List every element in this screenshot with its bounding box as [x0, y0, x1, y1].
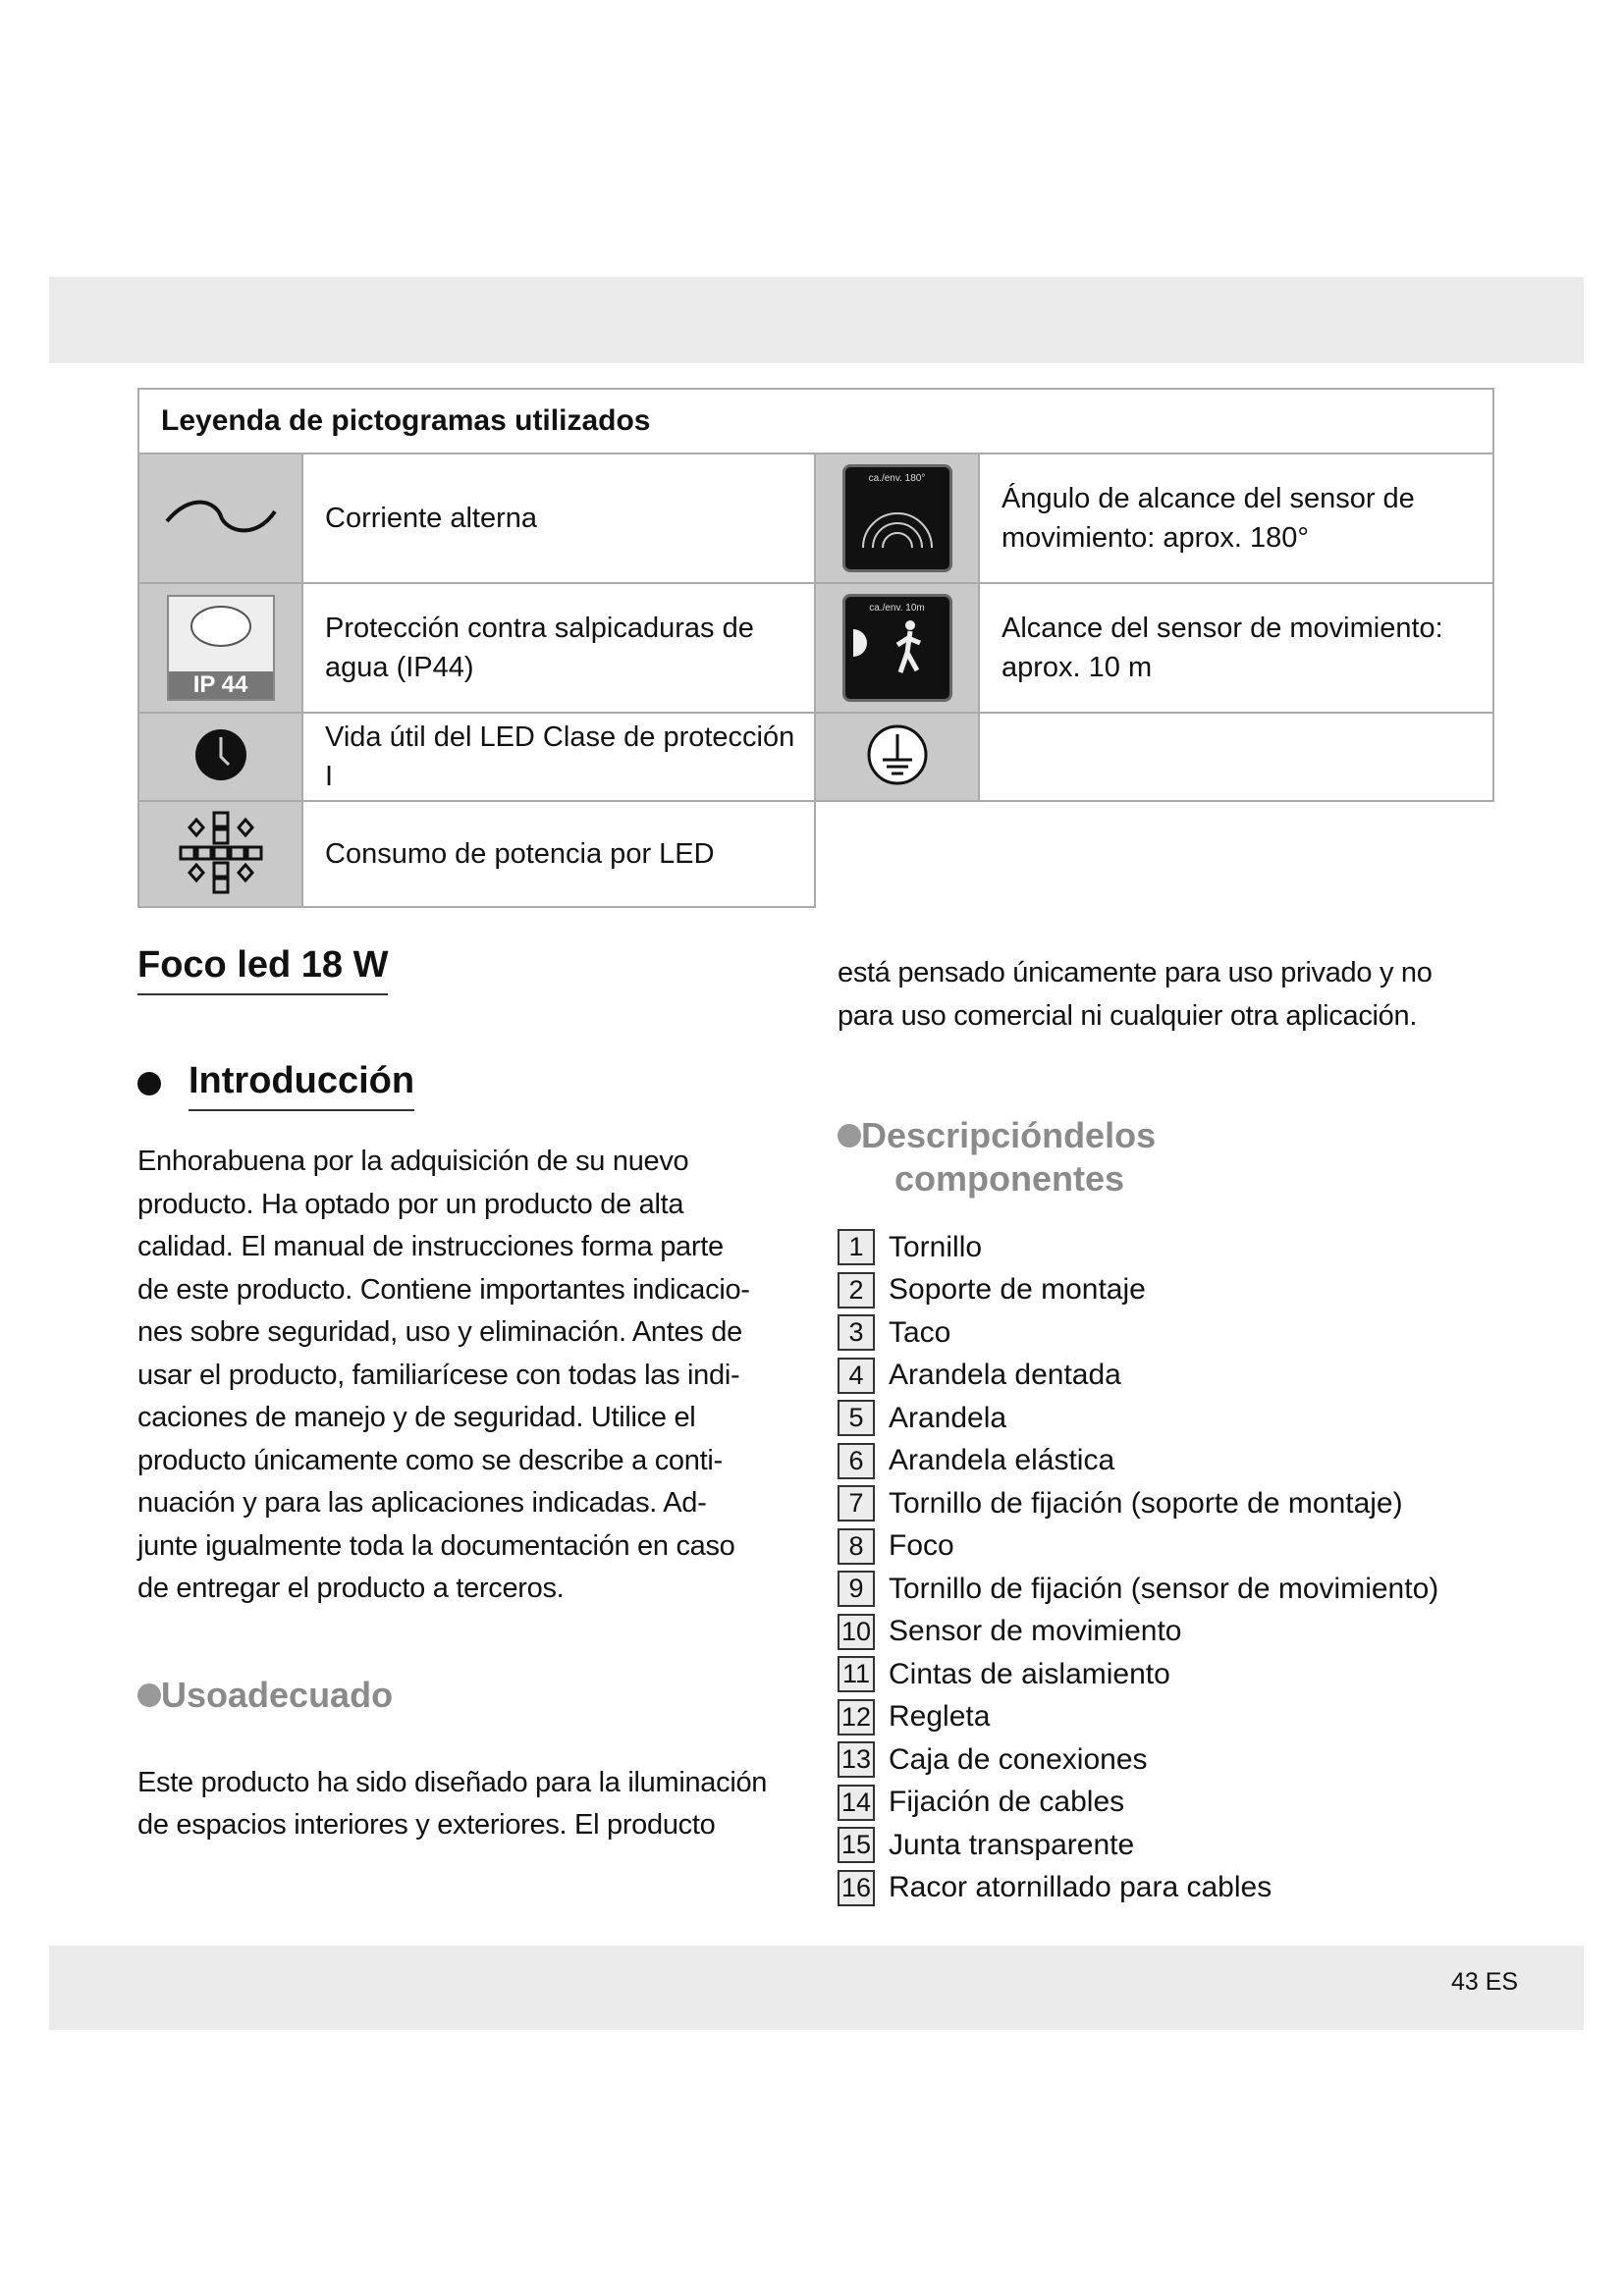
- use-heading: Usoadecuado: [161, 1674, 394, 1715]
- list-item: [838, 1226, 1525, 1269]
- sensor-range-icon: [815, 583, 979, 713]
- pictogram-legend-table: [137, 388, 1494, 908]
- intro-heading: Introducción: [189, 1056, 414, 1111]
- components-list: [838, 1226, 1525, 1909]
- protective-earth-icon: [815, 713, 979, 801]
- item-label: Soporte de montaje: [889, 1273, 1146, 1307]
- item-number: 16: [838, 1870, 875, 1906]
- list-item: [838, 1738, 1525, 1782]
- item-label: Caja de conexiones: [889, 1742, 1148, 1776]
- legend-text: Protección contra salpicaduras de agua (IP44): [302, 583, 815, 713]
- list-item: [838, 1311, 1525, 1355]
- text-line: junte igualmente toda la documentación en caso: [137, 1529, 735, 1562]
- list-item: [838, 1611, 1525, 1654]
- item-label: Arandela elástica: [889, 1444, 1115, 1477]
- text-line: caciones de manejo y de seguridad. Utilice el: [137, 1402, 696, 1433]
- item-label: Fijación de cables: [889, 1786, 1125, 1819]
- text-line: nes sobre seguridad, uso y eliminación. Antes de: [137, 1316, 742, 1348]
- text-line: producto únicamente como se describe a conti-: [137, 1444, 723, 1476]
- item-number: 6: [838, 1443, 875, 1479]
- list-item: [838, 1824, 1525, 1867]
- text-line: Este producto ha sido diseñado para la iluminación: [137, 1766, 768, 1798]
- item-number: 12: [838, 1699, 875, 1735]
- item-number: 2: [838, 1272, 875, 1308]
- item-number: 14: [838, 1785, 875, 1821]
- text-line: de entregar el producto a terceros.: [137, 1573, 565, 1604]
- right-column: [838, 952, 1525, 1909]
- list-item: [838, 1653, 1525, 1696]
- use-paragraph-continued: [838, 952, 1525, 1038]
- left-column: [137, 940, 825, 1847]
- item-label: Tornillo de fijación (soporte de montaje): [889, 1486, 1403, 1520]
- bullet-icon: [838, 1124, 861, 1148]
- icon-label: IP 44: [169, 671, 273, 699]
- footer-band: [49, 1946, 1584, 2030]
- list-item: [838, 1482, 1525, 1525]
- list-item: [838, 1568, 1525, 1611]
- list-item: [838, 1525, 1525, 1569]
- item-label: Tornillo de fijación (sensor de movimiento): [889, 1572, 1439, 1605]
- icon-label: ca./env. 180°: [868, 473, 926, 484]
- legend-text: Consumo de potencia por LED: [302, 801, 815, 907]
- item-number: 1: [838, 1229, 875, 1265]
- item-label: Racor atornillado para cables: [889, 1871, 1272, 1904]
- components-heading: Descripcióndelos: [861, 1115, 1157, 1155]
- text-line: producto. Ha optado por un producto de alta: [137, 1188, 684, 1220]
- icon-label: ca./env. 10m: [869, 603, 925, 614]
- item-label: Junta transparente: [889, 1828, 1135, 1861]
- item-label: Tornillo: [889, 1230, 983, 1263]
- bullet-icon: [137, 1072, 161, 1095]
- item-number: 9: [838, 1571, 875, 1607]
- list-item: [838, 1269, 1525, 1312]
- item-number: 8: [838, 1528, 875, 1565]
- list-item: [838, 1355, 1525, 1398]
- item-number: 13: [838, 1741, 875, 1778]
- item-number: 5: [838, 1400, 875, 1436]
- item-number: 4: [838, 1358, 875, 1394]
- list-item: [838, 1440, 1525, 1483]
- ac-current-icon: [138, 454, 302, 583]
- text-line: nuación y para las aplicaciones indicadas. Ad-: [137, 1487, 707, 1519]
- item-label: Arandela dentada: [889, 1359, 1121, 1392]
- clock-icon: [138, 713, 302, 801]
- legend-title: Leyenda de pictogramas utilizados: [138, 389, 1493, 454]
- item-number: 10: [838, 1614, 875, 1650]
- legend-text: Corriente alterna: [302, 454, 815, 583]
- legend-text: Ángulo de alcance del sensor de movimiento: aprox. 180°: [979, 454, 1493, 583]
- item-label: Regleta: [889, 1700, 991, 1734]
- led-grid-icon: [138, 801, 302, 907]
- header-band: [49, 277, 1584, 363]
- ip44-icon: [138, 583, 302, 713]
- legend-text: Vida útil del LED Clase de protección I: [302, 713, 815, 801]
- item-number: 15: [838, 1827, 875, 1863]
- list-item: [838, 1696, 1525, 1739]
- item-label: Foco: [889, 1529, 954, 1563]
- list-item: [838, 1867, 1525, 1910]
- text-line: para uso comercial ni cualquier otra aplicación.: [838, 999, 1418, 1032]
- item-label: Cintas de aislamiento: [889, 1657, 1170, 1690]
- intro-paragraph: [137, 1141, 825, 1611]
- product-title: Foco led 18 W: [137, 940, 388, 995]
- page-number: 43 ES: [1451, 1968, 1519, 1996]
- item-label: Taco: [889, 1315, 951, 1349]
- bullet-icon: [137, 1683, 161, 1707]
- item-number: 3: [838, 1314, 875, 1351]
- legend-blank: [815, 801, 1493, 907]
- item-number: 11: [838, 1656, 875, 1692]
- text-line: calidad. El manual de instrucciones forma parte: [137, 1231, 724, 1262]
- list-item: [838, 1782, 1525, 1825]
- text-line: está pensado únicamente para uso privado y no: [838, 957, 1433, 988]
- text-line: de este producto. Contiene importantes indicacio-: [137, 1273, 750, 1306]
- text-line: usar el producto, familiarícese con todas las indi-: [137, 1359, 740, 1391]
- components-heading-line2: componentes: [894, 1158, 1125, 1199]
- text-line: Enhorabuena por la adquisición de su nuevo: [137, 1146, 689, 1177]
- list-item: [838, 1397, 1525, 1440]
- sensor-angle-icon: [815, 454, 979, 583]
- item-number: 7: [838, 1485, 875, 1522]
- legend-text: Alcance del sensor de movimiento: aprox. 10 m: [979, 583, 1493, 713]
- item-label: Arandela: [889, 1401, 1007, 1434]
- item-label: Sensor de movimiento: [889, 1615, 1182, 1648]
- text-line: de espacios interiores y exteriores. El producto: [137, 1809, 716, 1841]
- use-paragraph: [137, 1762, 825, 1847]
- legend-empty-cell: [979, 713, 1493, 801]
